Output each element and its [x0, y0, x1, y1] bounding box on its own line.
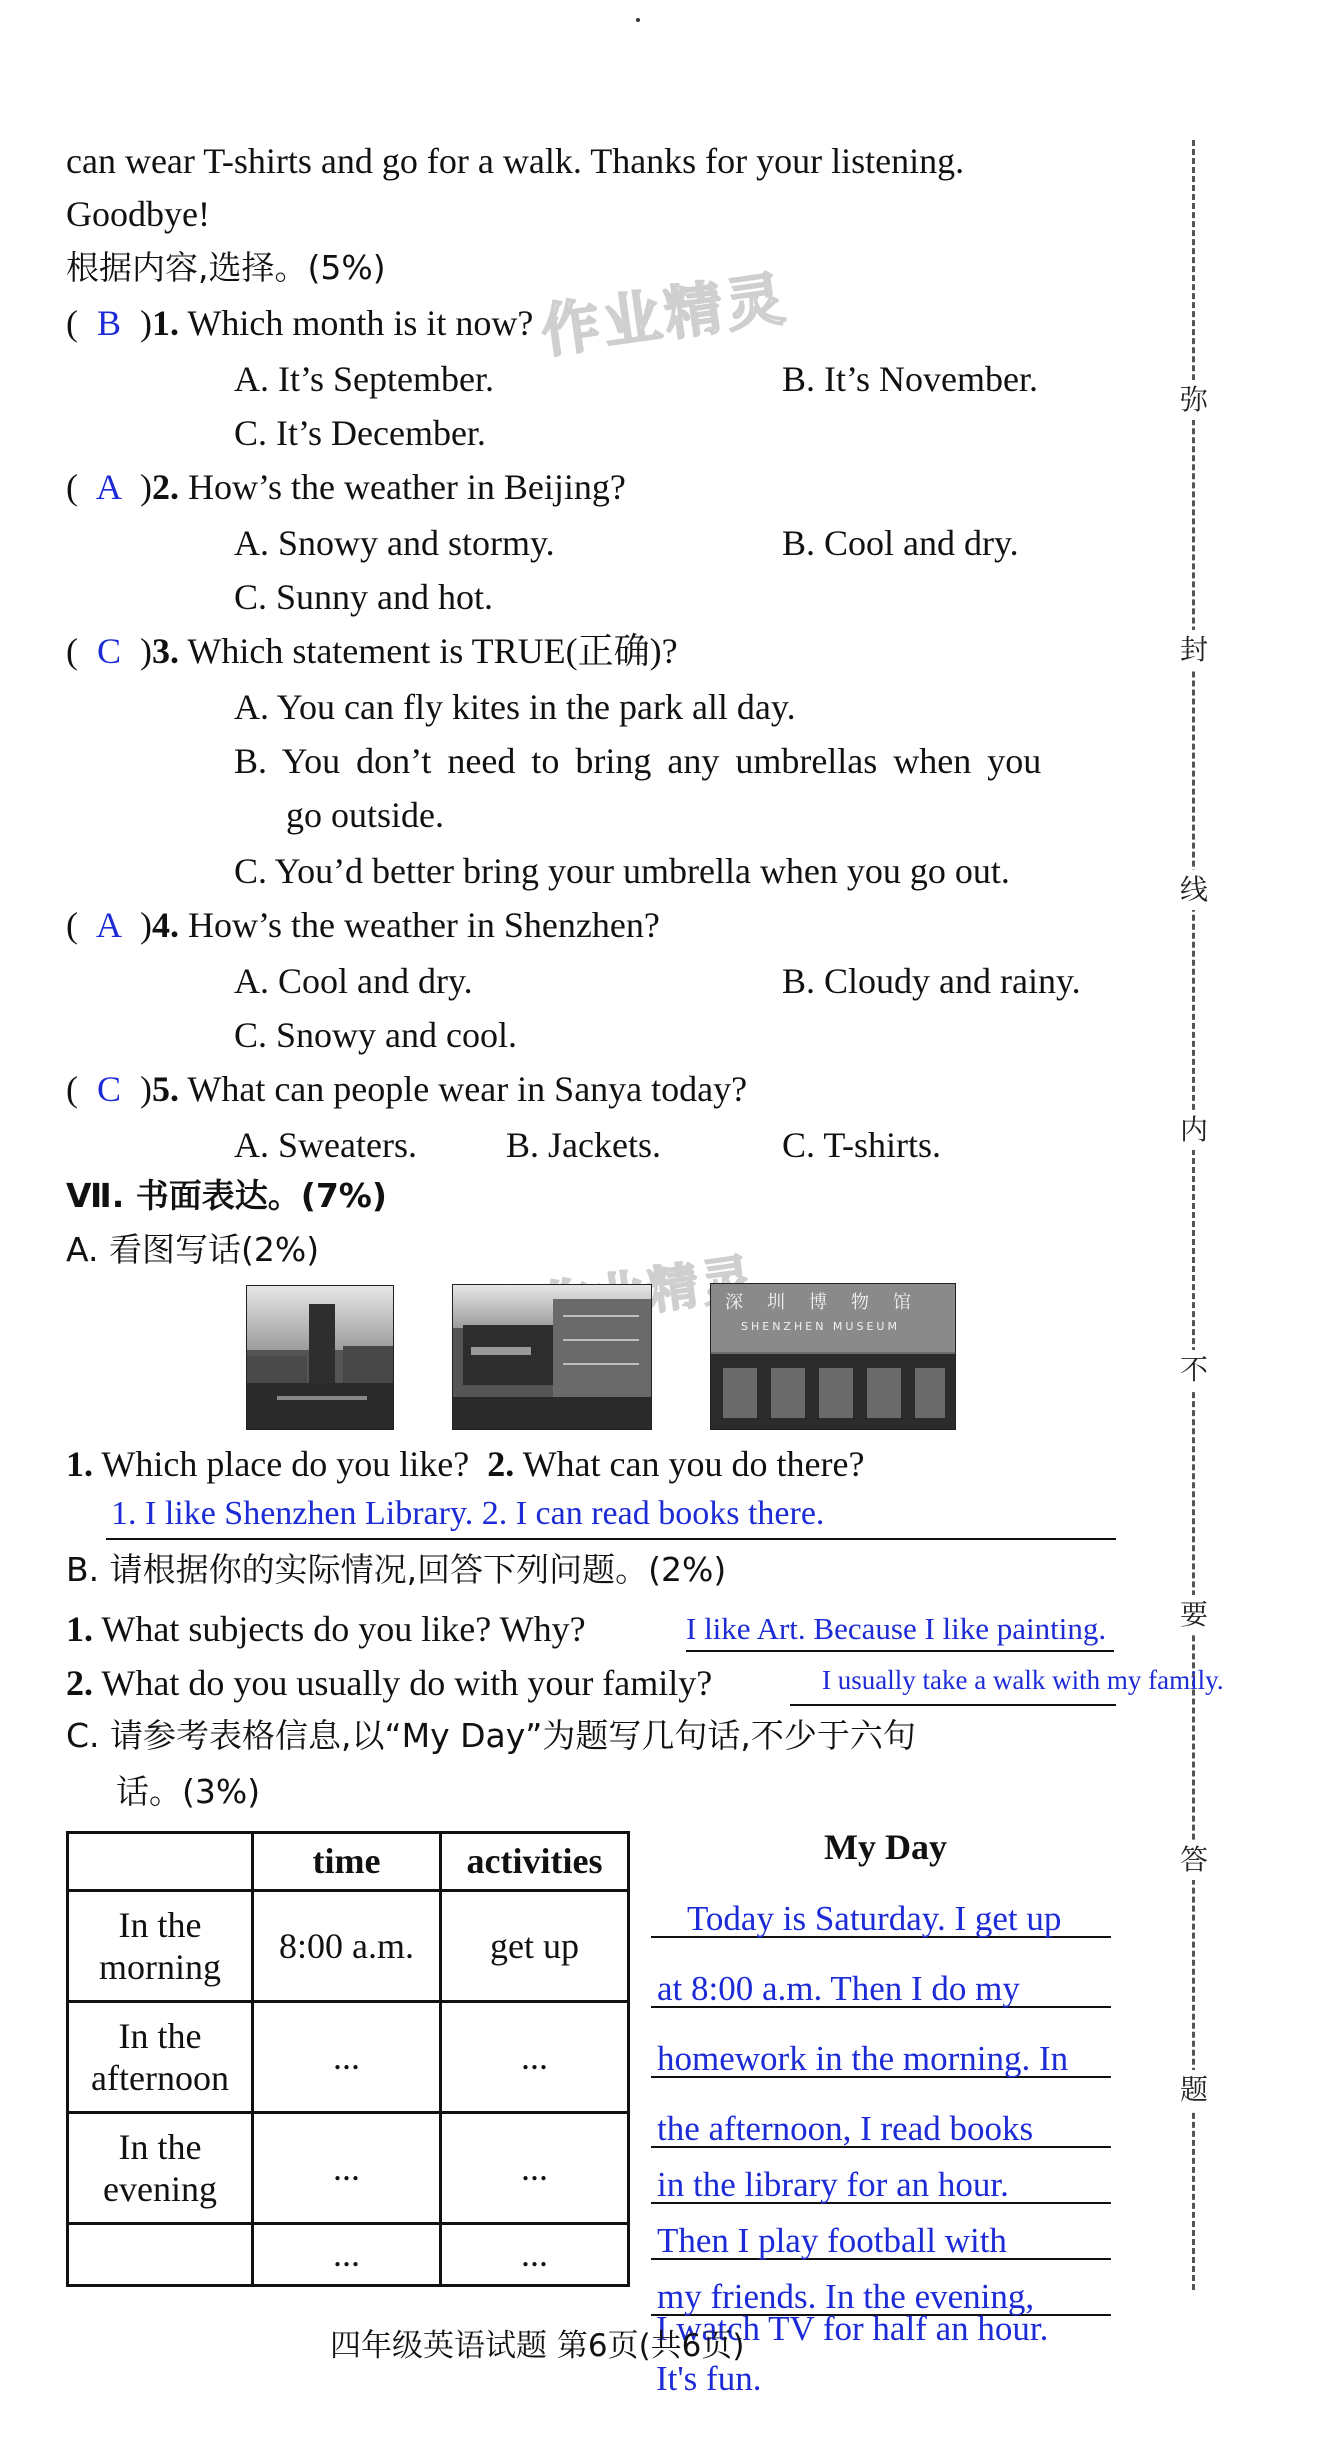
period-cell: In the evening	[68, 2113, 253, 2224]
essay-line: my friends. In the evening,	[651, 2258, 1111, 2328]
margin-char: 封	[1174, 630, 1214, 670]
option-continuation: go outside.	[286, 795, 444, 835]
essay-title: My Day	[824, 1827, 947, 1867]
question-number: 1.	[66, 1609, 93, 1649]
option: B. It’s November.	[782, 359, 1038, 399]
essay-line: homework in the morning. In	[651, 2020, 1111, 2090]
margin-char: 题	[1174, 2070, 1214, 2110]
question-4: ( A )4. How’s the weather in Shenzhen?	[66, 904, 660, 947]
period-cell: In the afternoon	[68, 2002, 253, 2113]
option: A. Sweaters.	[234, 1125, 417, 1165]
time-cell: ...	[253, 2113, 441, 2224]
answer-5: C	[96, 1069, 121, 1109]
question-2: ( A )2. How’s the weather in Beijing?	[66, 466, 626, 509]
essay-line: in the library for an hour.	[651, 2146, 1111, 2216]
intro-line-2: Goodbye!	[66, 194, 210, 234]
question-number: 4.	[152, 905, 179, 945]
option: C. You’d better bring your umbrella when you go out.	[234, 851, 1010, 891]
essay-line: Today is Saturday. I get up	[651, 1880, 1111, 1950]
print-dot	[636, 18, 640, 22]
question-number: 2.	[66, 1663, 93, 1703]
table-header-cell	[68, 1833, 253, 1891]
question-stem: How’s the weather in Beijing?	[188, 467, 626, 507]
time-cell: ...	[253, 2002, 441, 2113]
table-header-cell: time	[253, 1833, 441, 1891]
museum-sign-chinese: 深圳博物馆	[725, 1292, 935, 1313]
margin-char: 答	[1174, 1840, 1214, 1880]
binding-line	[1192, 140, 1195, 2290]
listening-instruction: 根据内容,选择。(5%)	[66, 248, 386, 287]
question-1: ( B )1. Which month is it now?	[66, 302, 533, 345]
activity-cell: get up	[441, 1891, 629, 2002]
answer-2: A	[96, 467, 122, 507]
option: C. Snowy and cool.	[234, 1015, 517, 1055]
essay-line: Then I play football with	[651, 2202, 1111, 2272]
answer-4: A	[96, 905, 122, 945]
question-number: 1.	[66, 1444, 93, 1484]
question-stem: How’s the weather in Shenzhen?	[188, 905, 660, 945]
activity-cell: ...	[441, 2224, 629, 2286]
part-b-question-1: 1. What subjects do you like? Why?	[66, 1609, 586, 1649]
time-cell: 8:00 a.m.	[253, 1891, 441, 2002]
essay-line: It's fun.	[656, 2359, 762, 2398]
essay-line: at 8:00 a.m. Then I do my	[651, 1950, 1111, 2020]
period-cell	[68, 2224, 253, 2286]
question-number: 1.	[152, 303, 179, 343]
part-a-question-1: Which place do you like?	[101, 1444, 470, 1484]
part-b-question-2: 2. What do you usually do with your family?	[66, 1663, 713, 1703]
part-c-title: C. 请参考表格信息,以“My Day”为题写几句话,不少于六句	[66, 1716, 916, 1755]
margin-char: 不	[1174, 1350, 1214, 1390]
answer-line	[790, 1704, 1116, 1706]
option: B. You don’t need to bring any umbrellas when you	[234, 741, 1042, 781]
table-header-cell: activities	[441, 1833, 629, 1891]
answer-line	[686, 1650, 1114, 1652]
question-number: 2.	[487, 1444, 515, 1484]
question-3: ( C )3. Which statement is TRUE(正确)?	[66, 630, 678, 673]
margin-char: 弥	[1174, 380, 1214, 420]
period-cell: In the morning	[68, 1891, 253, 2002]
museum-photo	[710, 1283, 956, 1430]
page-footer: 四年级英语试题 第6页(共6页)	[330, 2328, 745, 2364]
time-cell: ...	[253, 2224, 441, 2286]
part-b-title: B. 请根据你的实际情况,回答下列问题。(2%)	[66, 1550, 727, 1589]
option: A. Cool and dry.	[234, 961, 473, 1001]
question-stem: Which statement is TRUE(正确)?	[187, 631, 678, 671]
library-photo	[452, 1284, 652, 1430]
margin-char: 线	[1174, 870, 1214, 910]
activity-cell: ...	[441, 2002, 629, 2113]
part-a-questions	[66, 1443, 864, 1486]
question-stem: What can people wear in Sanya today?	[187, 1069, 748, 1109]
answer-3: C	[96, 631, 121, 671]
park-photo	[246, 1285, 394, 1430]
essay-line: the afternoon, I read books	[651, 2090, 1111, 2160]
table-header-row	[68, 1833, 629, 1891]
option: B. Cloudy and rainy.	[782, 961, 1081, 1001]
watermark: 作业精灵	[537, 264, 793, 366]
section-title: Ⅶ. 书面表达。(7%)	[66, 1176, 387, 1215]
part-b-answer-1: I like Art. Because I like painting.	[686, 1611, 1107, 1646]
option: A. Snowy and stormy.	[234, 523, 555, 563]
question-5: ( C )5. What can people wear in Sanya today?	[66, 1068, 747, 1111]
activity-cell: ...	[441, 2113, 629, 2224]
option: C. Sunny and hot.	[234, 577, 494, 617]
option: C. T-shirts.	[782, 1125, 942, 1165]
part-c-title-continuation: 话。(3%)	[116, 1772, 261, 1811]
margin-char: 要	[1174, 1595, 1214, 1635]
answer-1: B	[96, 303, 121, 343]
option: C. It’s December.	[234, 413, 486, 453]
part-b-answer-2: I usually take a walk with my family.	[822, 1665, 1224, 1695]
question-stem: Which month is it now?	[187, 303, 534, 343]
option: A. It’s September.	[234, 359, 494, 399]
option: B. Jackets.	[506, 1125, 661, 1165]
option: A. You can fly kites in the park all day.	[234, 687, 796, 727]
question-number: 2.	[152, 467, 179, 507]
table-row	[68, 2113, 629, 2224]
question-number: 5.	[152, 1069, 179, 1109]
table-row	[68, 1891, 629, 2002]
part-a-title: A. 看图写话(2%)	[66, 1230, 320, 1269]
question-number: 3.	[152, 631, 179, 671]
table-row	[68, 2224, 629, 2286]
table-row	[68, 2002, 629, 2113]
schedule-table	[66, 1831, 630, 2287]
option: B. Cool and dry.	[782, 523, 1019, 563]
margin-char: 内	[1174, 1110, 1214, 1150]
part-a-question-2: What can you do there?	[522, 1444, 865, 1484]
answer-line	[106, 1538, 1116, 1540]
intro-line-1: can wear T-shirts and go for a walk. Thanks for your listening.	[66, 141, 965, 181]
part-a-answer: 1. I like Shenzhen Library. 2. I can read books there.	[111, 1495, 825, 1532]
museum-sign-english: SHENZHEN MUSEUM	[741, 1320, 900, 1333]
essay-line: I watch TV for half an hour.	[656, 2309, 1049, 2348]
